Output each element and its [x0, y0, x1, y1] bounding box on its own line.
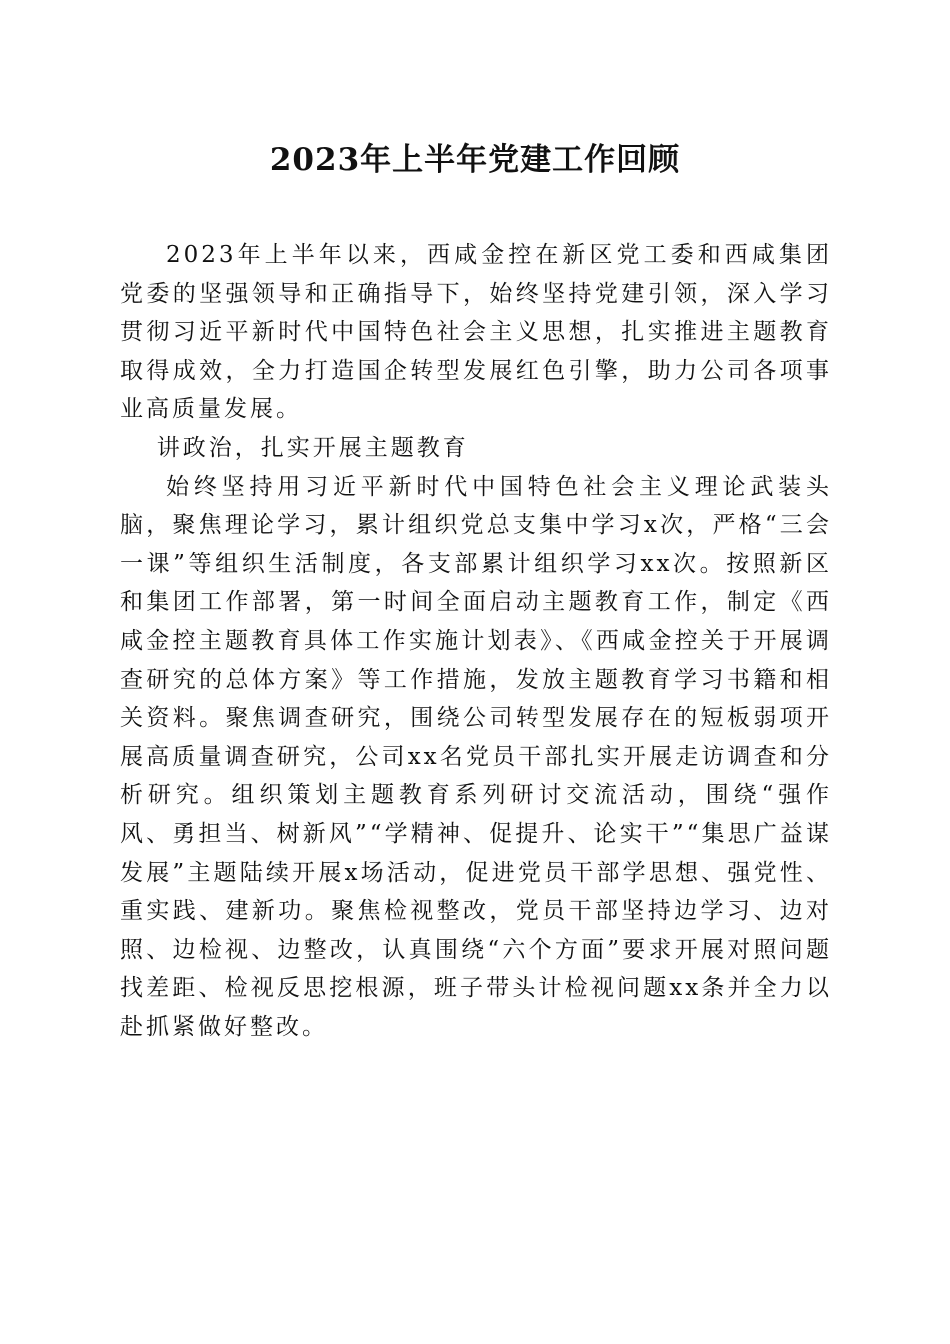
document-title: 2023年上半年党建工作回顾	[269, 142, 681, 178]
document-body	[120, 236, 832, 1046]
section-heading: 讲政治，扎实开展主题教育	[156, 434, 469, 461]
section-paragraph: 始终坚持用习近平新时代中国特色社会主义理论武装头脑，聚焦理论学习，累计组织党总支集中学习x次，严格“三会一课”等组织生活制度，各支部累计组织学习xx次。按照新区和集团工作部署，第一时间全面启动主题教育工作，制定《西咸金控主题教育具体工作实施计划表》、《西咸金控关于开展调查研究的总体方案》等工作措施，发放主题教育学习书籍和相关资料。聚焦调查研究，围绕公司转型发展存在的短板弱项开展高质量调查研究，公司xx名党员干部扎实开展走访调查和分析研究。组织策划主题教育系列研讨交流活动，围绕“强作风、勇担当、树新风”“学精神、促提升、论实干”“集思广益谋发展”主题陆续开展x场活动，促进党员干部学思想、强党性、重实践、建新功。聚焦检视整改，党员干部坚持边学习、边对照、边检视、边整改，认真围绕“六个方面”要求开展对照问题找差距、检视反思挖根源，班子带头计检视问题xx条并全力以赴抓紧做好整改。	[120, 473, 832, 1040]
intro-paragraph: 2023年上半年以来，西咸金控在新区党工委和西咸集团党委的坚强领导和正确指导下，始终坚持党建引领，深入学习贯彻习近平新时代中国特色社会主义思想，扎实推进主题教育取得成效，全力打造国企转型发展红色引擎，助力公司各项事业高质量发展。	[120, 242, 832, 423]
